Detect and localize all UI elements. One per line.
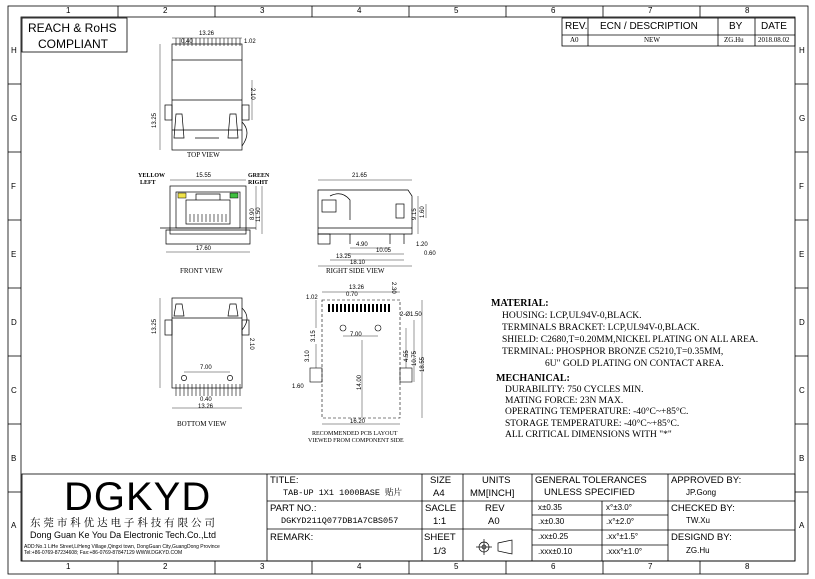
rev-value: A0 bbox=[488, 516, 500, 527]
dim-top-side: 2.10 bbox=[249, 88, 255, 100]
company-address: ADD:No.1 LiHe Street,LiHeng Village,Qingxi town, DongGuan City,GuangDong Province bbox=[24, 544, 220, 550]
size-value: A4 bbox=[433, 488, 445, 499]
mechanical-line-3: OPERATING TEMPERATURE: -40°C~+85°C. bbox=[505, 407, 689, 417]
label-left: LEFT bbox=[140, 180, 156, 186]
dim-side-d4: 18.10 bbox=[350, 260, 366, 266]
dim-bottom-inner: 7.00 bbox=[200, 365, 212, 371]
tolerance-heading-2: UNLESS SPECIFIED bbox=[544, 487, 635, 498]
company-name-cn: 东 莞 市 科 优 达 电 子 科 技 有 限 公 司 bbox=[30, 517, 215, 529]
dim-side-d2: 10.05 bbox=[376, 248, 392, 254]
dim-front-width: 15.55 bbox=[196, 173, 212, 179]
pcb-pads bbox=[328, 304, 390, 312]
dim-pcb-inner: 7.00 bbox=[350, 332, 362, 338]
mechanical-line-4: STORAGE TEMPERATURE: -40°C~+85°C. bbox=[505, 419, 680, 429]
material-line-2: TERMINALS BRACKET: LCP,UL94V-0,BLACK. bbox=[502, 323, 700, 333]
dim-front-h2: 11.50 bbox=[256, 207, 262, 222]
mechanical-line-2: MATING FORCE: 23N MAX. bbox=[505, 396, 624, 406]
sheet-label: SHEET bbox=[424, 532, 456, 543]
front-view-teeth bbox=[166, 180, 262, 252]
approved-value: JP.Gong bbox=[686, 488, 717, 497]
right-side-view-drawing bbox=[318, 190, 412, 244]
mechanical-line-1: DURABILITY: 750 CYCLES MIN. bbox=[505, 385, 644, 395]
zone-row-e-right: E bbox=[799, 250, 805, 259]
label-front-view: FRONT VIEW bbox=[180, 267, 223, 275]
zone-row-g-right: G bbox=[799, 114, 806, 123]
zone-col-2-bottom: 2 bbox=[163, 562, 168, 571]
tolerance-angle-1: .x°±2.0° bbox=[606, 517, 635, 526]
rev-header-by: BY bbox=[729, 21, 743, 32]
label-pcb-layout-1: RECOMMENDED PCB LAYOUT bbox=[312, 431, 398, 437]
rev-header-description: ECN / DESCRIPTION bbox=[600, 21, 698, 32]
approved-label: APPROVED BY: bbox=[671, 475, 742, 486]
label-green: GREEN bbox=[248, 173, 270, 179]
zone-col-8-top: 8 bbox=[745, 6, 750, 15]
dim-front-bottom: 17.60 bbox=[196, 246, 212, 252]
rev-row-by: ZG.Hu bbox=[724, 36, 744, 44]
material-heading: MATERIAL: bbox=[491, 298, 549, 309]
zone-row-h-right: H bbox=[799, 46, 805, 55]
zone-row-b-left: B bbox=[11, 454, 17, 463]
rev-row-rev: A0 bbox=[570, 36, 579, 44]
tolerance-linear-3: .xxx±0.10 bbox=[538, 547, 573, 556]
dim-pcb-hole: 2-Ø1.50 bbox=[400, 312, 422, 318]
label-right: RIGHT bbox=[248, 180, 269, 186]
zone-col-4-top: 4 bbox=[357, 6, 362, 15]
label-pcb-layout-2: VIEWED FROM COMPONENT SIDE bbox=[308, 438, 404, 444]
zone-col-1-top: 1 bbox=[66, 6, 71, 15]
green-led bbox=[230, 193, 238, 198]
dim-pcb-pin: 1.02 bbox=[306, 295, 318, 301]
label-yellow: YELLOW bbox=[138, 173, 166, 179]
dim-pcb-r3: 18.55 bbox=[420, 356, 426, 372]
dim-front-h1: 8.90 bbox=[250, 208, 256, 220]
part-no-value: DGKYD211Q077DB1A7CBS057 bbox=[281, 516, 399, 526]
mechanical-line-5: ALL CRITICAL DIMENSIONS WITH "*" bbox=[505, 430, 672, 440]
dim-side-h2: 1.60 bbox=[420, 206, 426, 218]
size-label: SIZE bbox=[430, 475, 452, 486]
zone-row-c-left: C bbox=[11, 386, 17, 395]
scale-label: SACLE bbox=[425, 503, 457, 514]
dim-bottom-width: 13.26 bbox=[198, 404, 214, 410]
checked-label: CHECKED BY: bbox=[671, 503, 735, 514]
zone-col-1-bottom: 1 bbox=[66, 562, 71, 571]
bottom-view-drawing bbox=[165, 298, 249, 388]
zone-col-6-top: 6 bbox=[551, 6, 556, 15]
compliance-line-2: COMPLIANT bbox=[38, 37, 109, 51]
dim-top-pitch: 0.40 bbox=[181, 39, 193, 45]
material-line-3: SHIELD: C2680,T=0.20MM,NICKEL PLATING ON ALL AREA. bbox=[502, 335, 759, 345]
zone-row-e-left: E bbox=[11, 250, 17, 259]
company-contact: Tel:+86-0769-87234608; Fax:+86-0769-87847129 WWW.DGKYD.COM bbox=[24, 550, 183, 556]
dim-pcb-bottom: 16.20 bbox=[350, 419, 366, 425]
tolerance-heading-1: GENERAL TOLERANCES bbox=[535, 475, 647, 486]
zone-row-f-right: F bbox=[799, 182, 804, 191]
zone-col-6-bottom: 6 bbox=[551, 562, 556, 571]
rev-row-date: 2018.08.02 bbox=[758, 36, 790, 44]
zone-col-4-bottom: 4 bbox=[357, 562, 362, 571]
tolerance-angle-0: x°±3.0° bbox=[606, 503, 632, 512]
pcb-outline bbox=[322, 300, 400, 418]
title-value: TAB-UP 1X1 1000BASE 贴片 bbox=[283, 488, 403, 498]
zone-row-f-left: F bbox=[11, 182, 16, 191]
dim-pcb-pitch: 0.70 bbox=[346, 292, 358, 298]
rev-header-date: DATE bbox=[761, 21, 787, 32]
material-line-4: TERMINAL: PHOSPHOR BRONZE C5210,T=0.35MM, bbox=[502, 347, 724, 357]
zone-row-b-right: B bbox=[799, 454, 805, 463]
zone-row-g-left: G bbox=[11, 114, 18, 123]
dim-bottom-height: 13.25 bbox=[152, 318, 158, 334]
zone-col-2-top: 2 bbox=[163, 6, 168, 15]
dim-pcb-r: 2.30 bbox=[390, 282, 396, 294]
zone-row-d-left: D bbox=[11, 318, 17, 327]
dim-side-d6: 0.60 bbox=[424, 251, 436, 257]
label-right-side-view: RIGHT SIDE VIEW bbox=[326, 267, 385, 275]
dim-pcb-left2: 3.10 bbox=[305, 350, 311, 362]
tolerance-angle-3: .xxx°±1.0° bbox=[606, 547, 643, 556]
dim-side-width: 21.65 bbox=[352, 173, 368, 179]
material-line-1: HOUSING: LCP,UL94V-0,BLACK. bbox=[502, 311, 642, 321]
label-bottom-view: BOTTOM VIEW bbox=[177, 420, 227, 428]
zone-row-c-right: C bbox=[799, 386, 805, 395]
company-name-en: Dong Guan Ke You Da Electronic Tech.Co.,Ltd bbox=[30, 530, 216, 540]
zone-col-3-bottom: 3 bbox=[260, 562, 265, 571]
projection-symbol bbox=[476, 539, 512, 555]
dim-pcb-left: 3.15 bbox=[311, 330, 317, 342]
zone-col-3-top: 3 bbox=[260, 6, 265, 15]
rev-header-rev: REV. bbox=[565, 21, 588, 32]
tolerance-linear-1: .x±0.30 bbox=[538, 517, 565, 526]
dim-side-d3: 13.25 bbox=[336, 254, 352, 260]
units-value: MM[INCH] bbox=[470, 488, 515, 499]
dim-pcb-width: 13.26 bbox=[349, 285, 365, 291]
dim-pcb-r2: 10.75 bbox=[412, 350, 418, 366]
designed-label: DESIGND BY: bbox=[671, 532, 732, 543]
company-logo: DGKYD bbox=[64, 475, 212, 519]
tolerance-linear-0: x±0.35 bbox=[538, 503, 562, 512]
remark-label: REMARK: bbox=[270, 532, 314, 543]
rev-label: REV bbox=[485, 503, 505, 514]
label-top-view: TOP VIEW bbox=[187, 151, 220, 159]
zone-col-5-bottom: 5 bbox=[454, 562, 459, 571]
dim-pcb-mid: 14.00 bbox=[357, 374, 363, 390]
designed-value: ZG.Hu bbox=[686, 546, 710, 555]
dim-side-d5: 1.20 bbox=[416, 242, 428, 248]
title-label: TITLE: bbox=[270, 475, 299, 486]
rev-row-description: NEW bbox=[644, 36, 660, 44]
zone-col-7-top: 7 bbox=[648, 6, 653, 15]
material-line-5: 6U" GOLD PLATING ON CONTACT AREA. bbox=[545, 359, 724, 369]
zone-row-h-left: H bbox=[11, 46, 17, 55]
dim-top-height: 13.25 bbox=[152, 112, 158, 128]
zone-col-5-top: 5 bbox=[454, 6, 459, 15]
dim-side-d1: 4.90 bbox=[356, 242, 368, 248]
top-view-drawing bbox=[165, 44, 249, 150]
front-view-drawing bbox=[160, 186, 256, 244]
mechanical-heading: MECHANICAL: bbox=[496, 373, 570, 384]
dim-side-h1: 9.15 bbox=[412, 208, 418, 220]
checked-value: TW.Xu bbox=[686, 516, 711, 525]
zone-row-d-right: D bbox=[799, 318, 805, 327]
units-label: UNITS bbox=[482, 475, 511, 486]
tolerance-linear-2: .xx±0.25 bbox=[538, 532, 569, 541]
zone-col-8-bottom: 8 bbox=[745, 562, 750, 571]
sheet-value: 1/3 bbox=[433, 546, 447, 557]
zone-row-a-left: A bbox=[11, 521, 17, 530]
scale-value: 1:1 bbox=[433, 516, 447, 527]
dim-top-pin: 1.02 bbox=[244, 39, 256, 45]
dim-bottom-side: 2.10 bbox=[248, 338, 254, 350]
part-no-label: PART NO.: bbox=[270, 503, 317, 514]
dim-pcb-r1: 4.55 bbox=[404, 350, 410, 362]
dim-pcb-pad: 1.60 bbox=[292, 384, 304, 390]
top-view-pins bbox=[160, 38, 252, 150]
tolerance-angle-2: .xx°±1.5° bbox=[606, 532, 639, 541]
zone-row-a-right: A bbox=[799, 521, 805, 530]
zone-col-7-bottom: 7 bbox=[648, 562, 653, 571]
dim-top-width: 13.26 bbox=[199, 31, 215, 37]
dim-bottom-pitch: 0.40 bbox=[200, 397, 212, 403]
yellow-led bbox=[178, 193, 186, 198]
compliance-line-1: REACH & RoHS bbox=[28, 21, 117, 35]
